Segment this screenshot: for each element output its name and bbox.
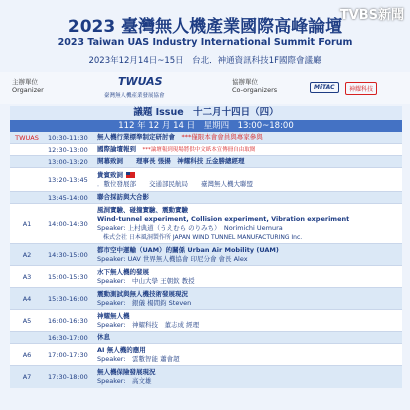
watermark-logo: TVBS新聞 xyxy=(339,8,404,23)
row-code: A6 xyxy=(22,350,32,359)
table-row xyxy=(10,156,402,168)
organizer-label-zh: 主辦單位 xyxy=(12,78,38,86)
row-line: 無人機行業標準制定研討會 xyxy=(97,133,175,141)
row-note: ***論壇報到現場將供中文紙本宣傳冊自由取閱 xyxy=(142,146,256,153)
table-row xyxy=(10,132,402,144)
row-code xyxy=(10,332,44,343)
table-row xyxy=(10,266,402,288)
row-content xyxy=(94,132,402,143)
row-line: Speaker: 雲數智能 蕭會超 xyxy=(97,354,180,363)
row-content xyxy=(94,366,402,388)
row-line: ．數位發展部 交通部民航局 臺灣無人機大聯盟 xyxy=(97,179,253,188)
row-line: 無人機保險發展現況 xyxy=(97,368,156,376)
coorganizer-label xyxy=(232,78,277,94)
row-line: 水下無人機的發展 xyxy=(97,267,149,276)
row-line: 休息 xyxy=(97,333,110,341)
row-code: TWUAS xyxy=(15,133,39,142)
row-content xyxy=(94,204,402,243)
row-time: 17:00-17:30 xyxy=(48,350,88,359)
row-code: A2 xyxy=(22,250,32,259)
twuas-logo: TWUAS xyxy=(118,75,163,88)
shenyao-logo: 神耀科技 xyxy=(345,82,377,95)
table-row xyxy=(10,192,402,204)
table-row xyxy=(10,204,402,244)
row-content xyxy=(94,310,402,331)
row-content xyxy=(94,266,402,287)
table-row xyxy=(10,168,402,192)
row-time: 13:00-13:20 xyxy=(48,157,88,166)
row-line: 都市空中運輸（UAM）的關係 Urban Air Mobility (UAM) xyxy=(97,245,279,254)
row-code xyxy=(10,156,44,167)
row-line: 神耀無人機 xyxy=(97,311,130,320)
row-time: 14:00-14:30 xyxy=(48,219,88,228)
schedule-table xyxy=(10,106,402,388)
organizer-label xyxy=(12,78,44,94)
row-code xyxy=(10,192,44,203)
row-time: 16:00-16:30 xyxy=(48,316,88,325)
coorganizer-label-en: Co-organizers xyxy=(232,86,278,94)
row-line: 震動測試與無人機技術發展現況 xyxy=(97,289,188,298)
row-content xyxy=(94,288,402,309)
row-time: 12:30-13:00 xyxy=(48,145,88,154)
row-content xyxy=(94,332,402,343)
table-row xyxy=(10,366,402,388)
row-code: A5 xyxy=(22,316,32,325)
row-code: A1 xyxy=(22,219,32,228)
row-line: 聯合採訪與大合影 xyxy=(97,193,149,201)
row-code xyxy=(10,144,44,155)
row-content xyxy=(94,244,402,265)
table-row xyxy=(10,244,402,266)
row-line: AI 無人機的應用 xyxy=(97,345,146,354)
row-content xyxy=(94,144,402,155)
row-code: A7 xyxy=(22,373,32,381)
row-time: 13:20-13:45 xyxy=(48,175,88,184)
table-row xyxy=(10,310,402,332)
row-time: 15:30-16:00 xyxy=(48,294,88,303)
row-line: 風洞實驗、碰撞實驗、震動實驗 xyxy=(97,205,188,214)
row-content xyxy=(94,344,402,365)
organizer-band xyxy=(0,72,410,104)
row-line: Speaker: 銀儀 楊間鈞 Steven xyxy=(97,298,192,307)
table-row xyxy=(10,288,402,310)
schedule-subheading: 112 年 12 月 14 日 星期四 13:00~18:00 xyxy=(10,120,402,132)
row-code: A4 xyxy=(22,294,32,303)
row-content xyxy=(94,192,402,203)
row-line: Speaker: 中山大學 王朝欽 教授 xyxy=(97,276,195,285)
table-row xyxy=(10,344,402,366)
row-time: 13:45-14:00 xyxy=(48,193,88,202)
forum-title-en: 2023 Taiwan UAS Industry International Summit Forum xyxy=(57,37,353,48)
table-row xyxy=(10,332,402,344)
row-line: 開幕致詞 理事長 張揚 神耀科技 丘金勝總經理 xyxy=(97,157,245,165)
row-code: A3 xyxy=(22,272,32,281)
coorganizer-label-zh: 協辦單位 xyxy=(232,78,258,86)
row-line: 貴賓致詞 xyxy=(97,170,123,179)
row-time: 14:30-15:00 xyxy=(48,250,88,259)
row-line: 株式会社 日本風洞製作所 JAPAN WIND TUNNEL MANUFACTURING Inc. xyxy=(97,233,303,241)
taiwan-flag-icon xyxy=(126,172,135,178)
row-line: Speaker: UAV 世界無人機協會 印尼分會 會長 Alex xyxy=(97,254,248,263)
forum-title-zh: 2023 臺灣無人機產業國際高峰論壇 xyxy=(67,17,343,37)
row-time: 15:00-15:30 xyxy=(48,272,88,281)
organizer-label-en: Organizer xyxy=(12,86,44,94)
row-line: 國際論壇報到 xyxy=(97,144,136,153)
mitac-logo: MiTAC xyxy=(310,82,339,93)
row-time: 16:30-17:00 xyxy=(48,333,88,342)
row-note: ***僅限本會會員與專家參與 xyxy=(181,133,263,141)
row-content xyxy=(94,168,402,191)
row-content xyxy=(94,156,402,167)
row-line: Wind-tunnel experiment, Collision experiment, Vibration experiment xyxy=(97,214,350,223)
organizer-name: 臺灣無人機產業發展協會 xyxy=(104,93,165,99)
table-row xyxy=(10,144,402,156)
row-time: 17:30-18:00 xyxy=(48,373,88,381)
row-line: Speaker: 高文雄 xyxy=(97,377,152,385)
row-line: Speaker: 神耀科技 董志成 經理 xyxy=(97,320,200,329)
row-code xyxy=(10,168,44,191)
row-time: 10:30-11:30 xyxy=(48,133,88,142)
forum-date-location: 2023年12月14日~15日 台北．神通資訊科技1F國際會議廳 xyxy=(88,56,322,66)
schedule-heading: 議題 Issue 十二月十四日（四） xyxy=(10,106,402,120)
row-line: Speaker: 上村典道（うえむら のりみち） Norimichi Uemura xyxy=(97,223,283,232)
